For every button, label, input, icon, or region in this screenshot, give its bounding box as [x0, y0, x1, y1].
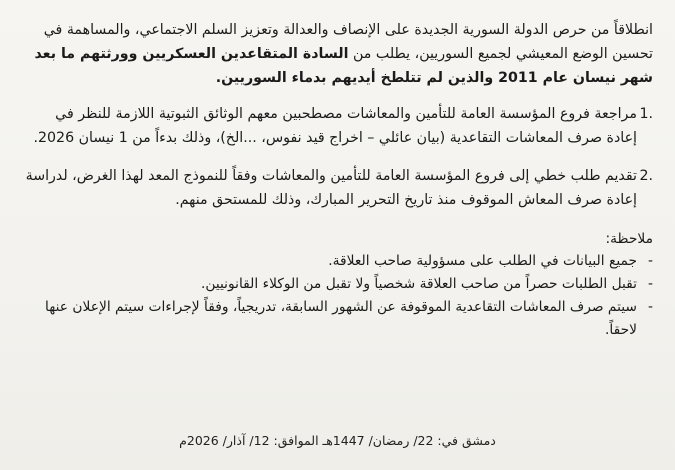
numbered-item-2 [22, 164, 653, 212]
bullet-marker: - [648, 276, 653, 292]
note-item-1 [22, 250, 653, 273]
item-text: تقديم طلب خطي إلى فروع المؤسسة العامة للتأمين والمعاشات وفقاً للنموذج المعد لهذا الغرض، لدراسة إعادة صرف المعاش الموقوف منذ تاريخ التحرير المبارك، وذلك للمستحق منهم. [25, 168, 637, 208]
intro-paragraph [22, 18, 653, 90]
numbered-item-1 [22, 102, 653, 150]
bullet-marker: - [648, 253, 653, 269]
note-item-2 [22, 273, 653, 296]
note-title: ملاحظة: [605, 231, 653, 247]
note-item-3 [22, 296, 653, 342]
note-text: سيتم صرف المعاشات التقاعدية الموقوفة عن الشهور السابقة، تدريجياً، وفقاً لإجراءات سيتم الإعلان عنها لاحقاً. [45, 299, 637, 338]
item-number: .2 [639, 168, 653, 184]
item-number: .1 [639, 106, 653, 122]
item-text: مراجعة فروع المؤسسة العامة للتأمين والمعاشات مصطحبين معهم الوثائق الثبوتية اللازمة للنظر في إعادة صرف المعاشات التقاعدية (بيان عائلي – اخراج قيد نفوس، ...الخ)، وذلك بدءاً من 1 نيسان 2026. [33, 106, 637, 146]
note-text: جميع البيانات في الطلب على مسؤولية صاحب العلاقة. [328, 253, 637, 269]
numbered-items [22, 102, 653, 212]
date-footer: دمشق في: 22/ رمضان/ 1447هـ الموافق: 12/ آذار/ 2026م [179, 433, 496, 448]
intro-bold-text: السادة المتقاعدين العسكريين وورثتهم ما بعد شهر نيسان عام 2011 والذين لم تتلطخ أيديهم بدماء السوريين. [34, 46, 653, 86]
intro-text: انطلاقاً من حرص الدولة السورية الجديدة على الإنصاف والعدالة وتعزيز السلم الاجتماعي، والمساهمة في تحسين الوضع المعيشي لجميع السوريين، يطلب من [43, 22, 653, 62]
note-text: تقبل الطلبات حصراً من صاحب العلاقة شخصياً ولا تقبل من الوكلاء القانونيين. [200, 276, 637, 292]
note-list [22, 250, 653, 342]
bullet-marker: - [648, 299, 653, 315]
